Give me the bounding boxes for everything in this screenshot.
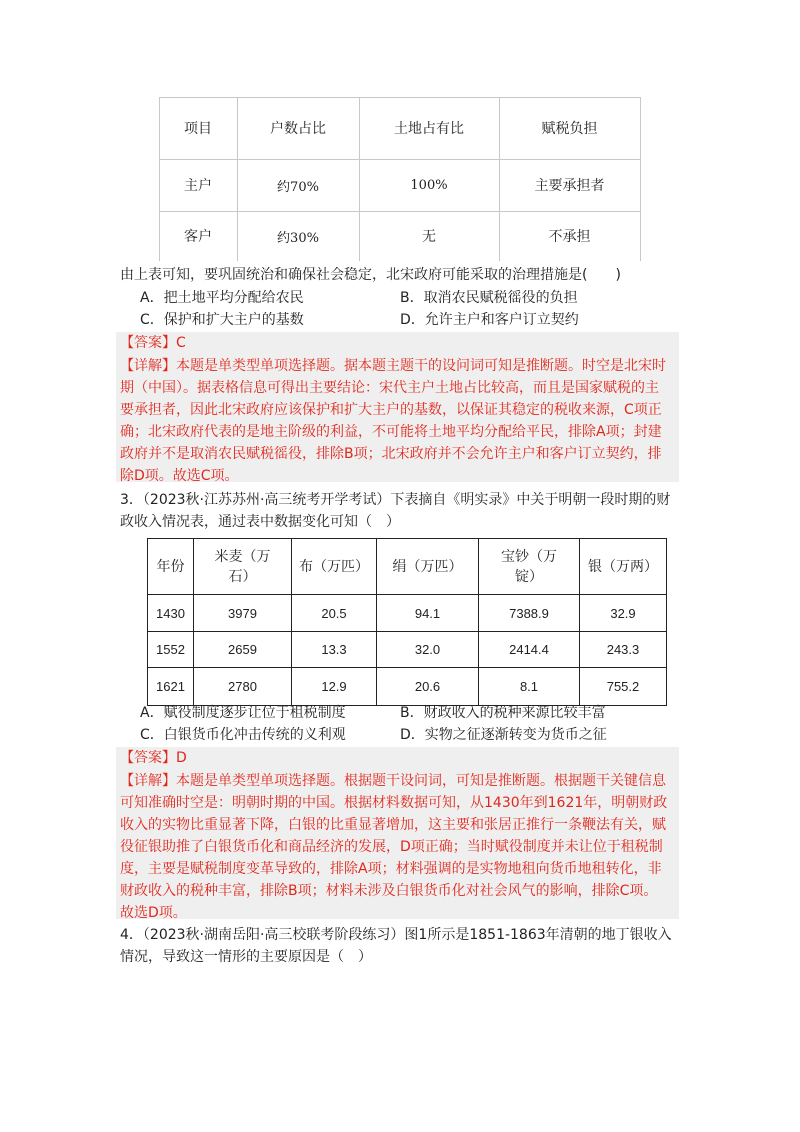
table2-cell: 755.2 (580, 668, 667, 706)
q3-option-b: B．财政收入的税种来源比较丰富 (400, 705, 606, 721)
q3-option-a: A．赋役制度逐步让位于租税制度 (140, 705, 346, 721)
question-3-stem: 政收入情况表，通过表中数据变化可知（ ） (120, 514, 400, 530)
q3-option-d: D．实物之征逐渐转变为货币之征 (400, 727, 607, 743)
table2-cell: 2659 (194, 632, 292, 668)
table2-cell: 20.5 (292, 595, 377, 632)
table2-header-silver: 银（万两） (580, 539, 667, 595)
q3-detail-line: 故选D项。 (120, 905, 187, 921)
table1-cell: 主要承担者 (534, 178, 605, 194)
table2-cell: 20.6 (377, 668, 479, 706)
q3-detail-line: 财政收入的税种丰富，排除B项；材料未涉及白银货币化对社会风气的影响，排除C项。 (120, 883, 658, 899)
table2-cell: 2414.4 (479, 632, 580, 668)
table2-cell: 1430 (148, 595, 194, 632)
q2-detail-line: 确；北宋政府代表的是地主阶级的利益，不可能将土地平均分配给平民，排除A项；封建 (120, 424, 662, 440)
table1-header-household-ratio: 户数占比 (270, 121, 326, 137)
q3-option-c: C．白银货币化冲击传统的义利观 (140, 727, 346, 743)
q2-option-a: A．把土地平均分配给农民 (140, 290, 304, 306)
q3-detail-line: 【详解】本题是单类型单项选择题。根据题干设问词，可知是推断题。根据题干关键信息 (120, 773, 666, 789)
q3-detail-line: 役征银助推了白银货币化和商品经济的发展，D项正确；当时赋役制度并未让位于租税制 (120, 839, 663, 855)
table1-cell: 不承担 (548, 229, 591, 245)
table2-cell: 8.1 (479, 668, 580, 706)
q2-detail-line: 【详解】本题是单类型单项选择题。据本题主题干的设问词可知是推断题。时空是北宋时 (120, 358, 666, 374)
table2-header-silk: 绢（万匹） (377, 539, 479, 595)
table2-header-year: 年份 (148, 539, 194, 595)
q2-option-d: D．允许主户和客户订立契约 (400, 312, 579, 328)
question-2-stem: 由上表可知，要巩固统治和确保社会稳定，北宋政府可能采取的治理措施是( ) (120, 267, 621, 283)
table1-header-land-ratio: 土地占有比 (394, 121, 464, 137)
q3-answer: 【答案】D (120, 750, 187, 766)
table1-cell: 100% (410, 177, 448, 193)
land-tax-table (159, 97, 641, 261)
q2-detail-line: 除D项。故选C项。 (120, 468, 239, 484)
table2-cell: 32.9 (580, 595, 667, 632)
table1-cell: 主户 (184, 178, 212, 194)
table1-cell: 无 (422, 229, 436, 245)
table2-cell: 3979 (194, 595, 292, 632)
table2-cell: 12.9 (292, 668, 377, 706)
table2-cell: 1552 (148, 632, 194, 668)
table2-cell: 7388.9 (479, 595, 580, 632)
table2-cell: 1621 (148, 668, 194, 706)
table1-cell: 约70% (277, 179, 319, 195)
q3-detail-line: 可知准确时空是：明朝时期的中国。根据材料数据可知，从1430年到1621年，明朝财政 (120, 795, 668, 811)
q2-answer: 【答案】C (120, 335, 186, 351)
table1-cell: 约30% (277, 230, 319, 246)
table1-cell: 客户 (184, 229, 212, 245)
question-4-stem: 4．（2023秋·湖南岳阳·高三校联考阶段练习）图1所示是1851-1863年清朝的地丁银收入 (120, 927, 672, 943)
table2-cell: 13.3 (292, 632, 377, 668)
q2-detail-line: 政府并不是取消农民赋税徭役，排除B项；北宋政府并不会允许主户和客户订立契约，排 (120, 446, 662, 462)
table2-header-cloth: 布（万匹） (292, 539, 377, 595)
table2-cell: 2780 (194, 668, 292, 706)
q2-option-c: C．保护和扩大主户的基数 (140, 312, 304, 328)
ming-revenue-table (147, 538, 667, 706)
table2-header-paper-money: 宝钞（万 锭） (479, 539, 580, 595)
question-3-stem: 3．（2023秋·江苏苏州·高三统考开学考试）下表摘自《明实录》中关于明朝一段时期的财 (120, 492, 671, 508)
q2-detail-line: 要承担者，因此北宋政府应该保护和扩大主户的基数，以保证其稳定的税收来源，C项正 (120, 402, 662, 418)
q3-detail-line: 度，主要是赋税制度变革导致的，排除A项；材料强调的是实物地租向货币地租转化，非 (120, 861, 662, 877)
q2-detail-line: 期（中国）。据表格信息可得出主要结论：宋代主户土地占比较高，而且是国家赋税的主 (120, 380, 659, 396)
table1-header-tax-burden: 赋税负担 (541, 121, 598, 137)
table2-cell: 32.0 (377, 632, 479, 668)
table2-header-grain: 米麦（万 石） (194, 539, 292, 595)
table2-cell: 94.1 (377, 595, 479, 632)
q2-option-b: B．取消农民赋税徭役的负担 (400, 290, 578, 306)
table1-header-item: 项目 (184, 121, 212, 137)
q3-detail-line: 收入的实物比重显著下降，白银的比重显著增加，这主要和张居正推行一条鞭法有关，赋 (120, 817, 666, 833)
question-4-stem: 情况，导致这一情形的主要原因是（ ） (120, 949, 372, 965)
table2-cell: 243.3 (580, 632, 667, 668)
